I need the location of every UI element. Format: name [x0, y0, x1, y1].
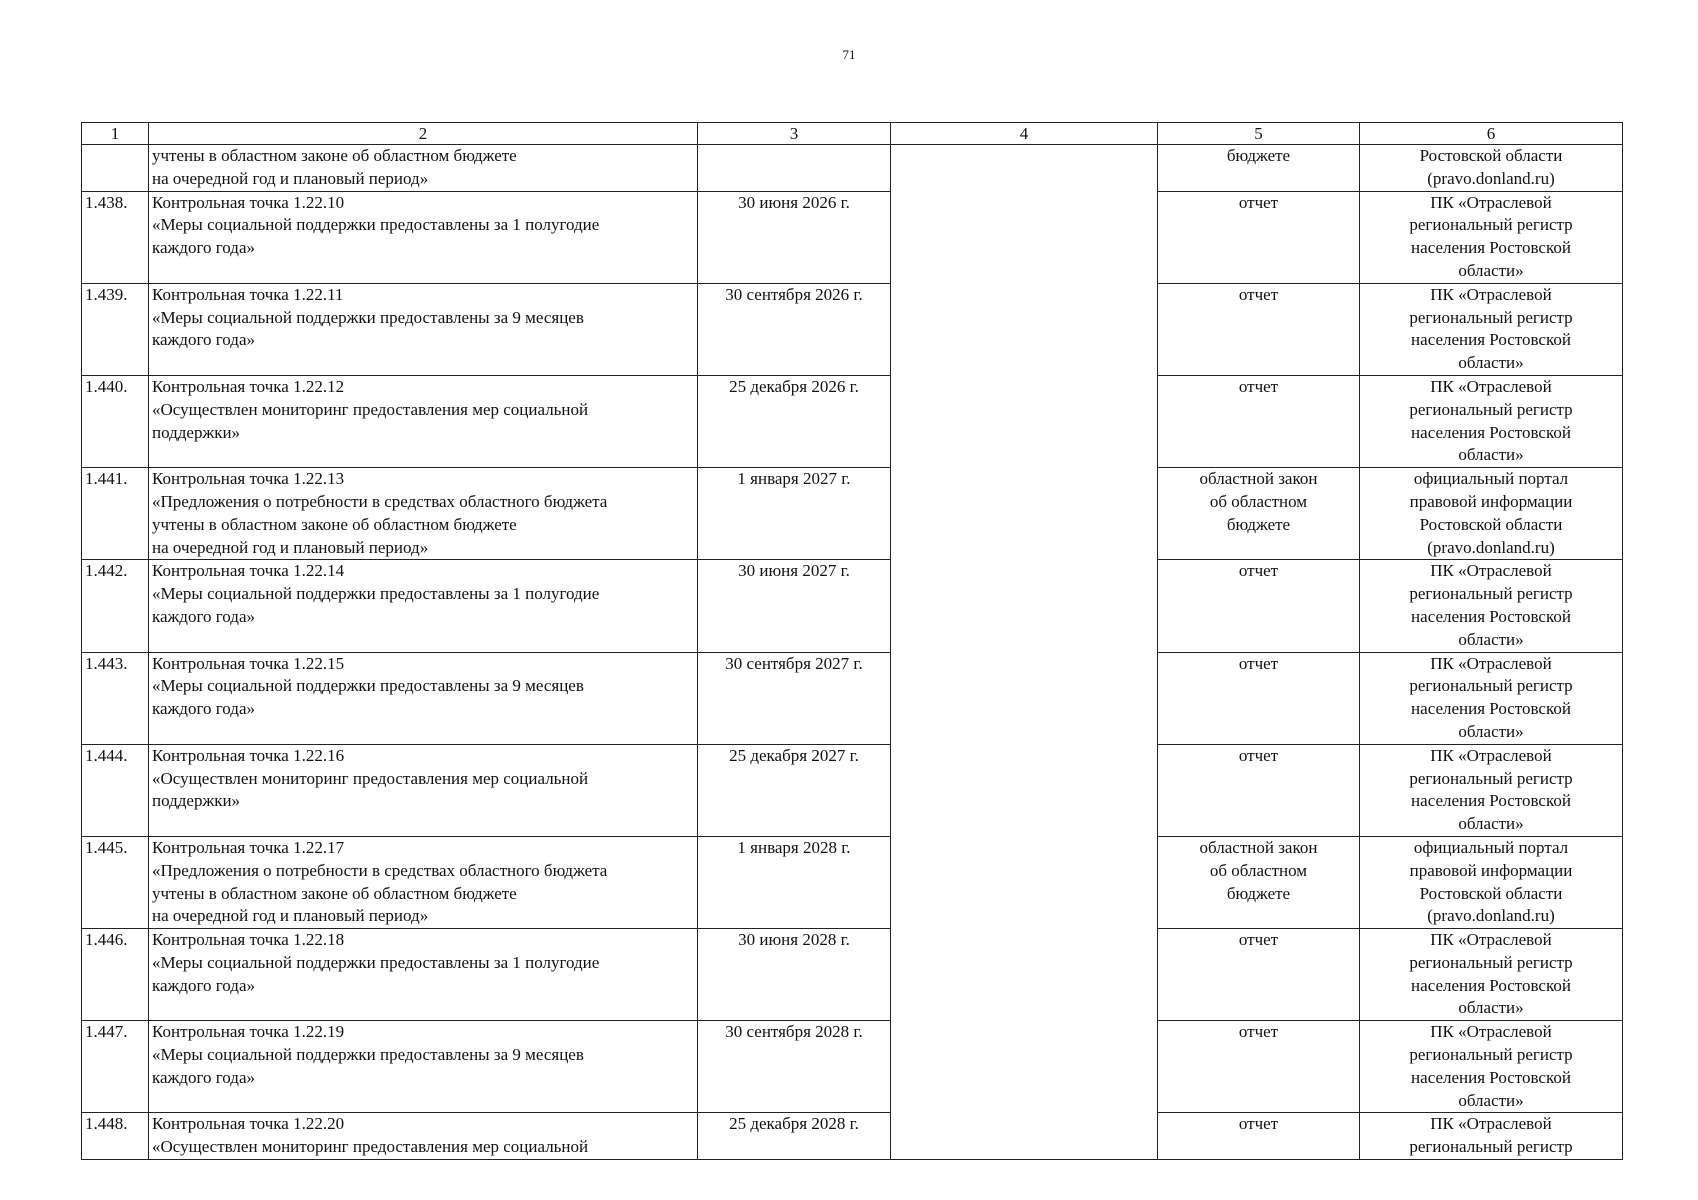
row-source-line: официальный портал — [1413, 469, 1569, 489]
row-description — [149, 560, 698, 652]
row-source-line: Ростовской области — [1419, 883, 1563, 903]
column-header-1: 1 — [82, 123, 149, 145]
row-source-line: населения Ростовской — [1411, 699, 1571, 719]
row-document-line: отчет — [1238, 745, 1279, 765]
row-date: 25 декабря 2027 г. — [698, 744, 891, 836]
row-description — [149, 283, 698, 375]
row-source-line: области» — [1458, 998, 1524, 1018]
row-document — [1158, 929, 1360, 1021]
row-source-line: региональный регистр — [1409, 399, 1573, 419]
row-source-line: области» — [1458, 260, 1524, 280]
row-description-line: «Меры социальной поддержки предоставлены за 9 месяцев — [152, 307, 584, 327]
column-header-2: 2 — [149, 123, 698, 145]
row-description-line: каждого года» — [152, 238, 255, 258]
row-document-line: отчет — [1238, 930, 1279, 950]
row-description-line: каждого года» — [152, 330, 255, 350]
row-description — [149, 1113, 698, 1160]
control-points-table — [81, 122, 1623, 1160]
row-description-line: Контрольная точка 1.22.13 — [152, 469, 345, 489]
row-date: 30 июня 2026 г. — [698, 191, 891, 283]
row-number: 1.443. — [82, 652, 149, 744]
column-header-4: 4 — [891, 123, 1158, 145]
row-description-line: каждого года» — [152, 975, 255, 995]
row-date: 30 сентября 2027 г. — [698, 652, 891, 744]
row-source — [1360, 468, 1623, 560]
row-source-line: ПК «Отраслевой — [1430, 376, 1552, 396]
table-row — [82, 652, 1623, 744]
row-source-line: ПК «Отраслевой — [1430, 192, 1552, 212]
row-document-line: отчет — [1238, 561, 1279, 581]
row-source-line: населения Ростовской — [1411, 330, 1571, 350]
row-description-line: каждого года» — [152, 699, 255, 719]
row-source — [1360, 652, 1623, 744]
row-date: 1 января 2027 г. — [698, 468, 891, 560]
row-source-line: официальный портал — [1413, 837, 1569, 857]
row-source-line: области» — [1458, 1090, 1524, 1110]
row-description-line: Контрольная точка 1.22.14 — [152, 561, 345, 581]
row-description-line: «Меры социальной поддержки предоставлены за 1 полугодие — [152, 215, 600, 235]
row-document — [1158, 836, 1360, 928]
row-source-line: области» — [1458, 721, 1524, 741]
row-document-line: об областном — [1209, 491, 1308, 511]
row-source — [1360, 744, 1623, 836]
row-description — [149, 375, 698, 467]
row-description — [149, 191, 698, 283]
row-source-line: региональный регистр — [1409, 768, 1573, 788]
row-document — [1158, 145, 1360, 192]
row-source — [1360, 283, 1623, 375]
row-number: 1.440. — [82, 375, 149, 467]
row-description-line: «Меры социальной поддержки предоставлены за 9 месяцев — [152, 676, 584, 696]
row-source-line: региональный регистр — [1409, 1045, 1573, 1065]
table-row — [82, 560, 1623, 652]
row-source-line: (pravo.donland.ru) — [1427, 168, 1555, 188]
row-document-line: бюджете — [1226, 883, 1291, 903]
row-description-line: «Меры социальной поддержки предоставлены за 9 месяцев — [152, 1045, 584, 1065]
responsible-column-merged — [891, 145, 1158, 1160]
row-document — [1158, 1021, 1360, 1113]
row-source-line: ПК «Отраслевой — [1430, 284, 1552, 304]
row-source-line: региональный регистр — [1409, 1137, 1573, 1157]
row-description-line: на очередной год и плановый период» — [152, 537, 429, 557]
row-description-line: Контрольная точка 1.22.19 — [152, 1022, 345, 1042]
row-source — [1360, 375, 1623, 467]
table-row — [82, 929, 1623, 1021]
row-description-line: «Меры социальной поддержки предоставлены за 1 полугодие — [152, 952, 600, 972]
row-document-line: бюджете — [1226, 514, 1291, 534]
row-description-line: Контрольная точка 1.22.20 — [152, 1114, 345, 1134]
page-number: 71 — [842, 47, 856, 62]
row-source — [1360, 1113, 1623, 1160]
row-source — [1360, 1021, 1623, 1113]
row-document-line: областной закон — [1199, 469, 1318, 489]
row-source-line: ПК «Отраслевой — [1430, 1114, 1552, 1134]
row-description — [149, 468, 698, 560]
row-source-line: области» — [1458, 629, 1524, 649]
row-source-line: населения Ростовской — [1411, 1067, 1571, 1087]
row-source-line: региональный регистр — [1409, 952, 1573, 972]
column-header-3: 3 — [698, 123, 891, 145]
row-description-line: поддержки» — [152, 791, 241, 811]
row-source-line: населения Ростовской — [1411, 238, 1571, 258]
row-source — [1360, 929, 1623, 1021]
row-document — [1158, 1113, 1360, 1160]
row-description-line: Контрольная точка 1.22.17 — [152, 837, 345, 857]
row-number: 1.442. — [82, 560, 149, 652]
row-description-line: Контрольная точка 1.22.11 — [152, 284, 344, 304]
row-number — [82, 145, 149, 192]
row-source-line: области» — [1458, 353, 1524, 373]
row-source-line: (pravo.donland.ru) — [1427, 537, 1555, 557]
row-description-line: поддержки» — [152, 422, 241, 442]
row-description-line: «Предложения о потребности в средствах областного бюджета — [152, 860, 608, 880]
row-date: 30 сентября 2026 г. — [698, 283, 891, 375]
row-number: 1.446. — [82, 929, 149, 1021]
column-number-row — [82, 123, 1623, 145]
row-description — [149, 929, 698, 1021]
row-description-line: «Осуществлен мониторинг предоставления мер социальной — [152, 399, 589, 419]
row-description-line: учтены в областном законе об областном бюджете — [152, 514, 517, 534]
row-source-line: населения Ростовской — [1411, 791, 1571, 811]
row-document-line: бюджете — [1226, 146, 1291, 165]
row-description-line: учтены в областном законе об областном бюджете — [152, 883, 517, 903]
table-row — [82, 191, 1623, 283]
row-source-line: населения Ростовской — [1411, 975, 1571, 995]
row-source-line: ПК «Отраслевой — [1430, 930, 1552, 950]
row-document — [1158, 744, 1360, 836]
row-document-line: отчет — [1238, 284, 1279, 304]
row-source-line: правовой информации — [1409, 860, 1573, 880]
table-row — [82, 468, 1623, 560]
row-source — [1360, 836, 1623, 928]
row-document — [1158, 375, 1360, 467]
row-number: 1.444. — [82, 744, 149, 836]
row-document-line: отчет — [1238, 653, 1279, 673]
row-description-line: учтены в областном законе об областном бюджете — [152, 146, 517, 165]
row-source-line: Ростовской области — [1419, 146, 1563, 165]
row-source-line: населения Ростовской — [1411, 422, 1571, 442]
table-row — [82, 744, 1623, 836]
row-date: 1 января 2028 г. — [698, 836, 891, 928]
table-row — [82, 1113, 1623, 1160]
row-description-line: каждого года» — [152, 1067, 255, 1087]
row-description — [149, 744, 698, 836]
row-document — [1158, 468, 1360, 560]
row-document-line: об областном — [1209, 860, 1308, 880]
row-document — [1158, 560, 1360, 652]
row-document-line: отчет — [1238, 192, 1279, 212]
row-source-line: правовой информации — [1409, 491, 1573, 511]
row-document — [1158, 652, 1360, 744]
table-row — [82, 836, 1623, 928]
row-description-line: на очередной год и плановый период» — [152, 906, 429, 926]
row-description-line: «Осуществлен мониторинг предоставления мер социальной — [152, 768, 589, 788]
row-date — [698, 145, 891, 192]
row-description-line: Контрольная точка 1.22.18 — [152, 930, 345, 950]
row-date: 30 июня 2028 г. — [698, 929, 891, 1021]
table-row-continuation — [82, 145, 1623, 192]
row-number: 1.438. — [82, 191, 149, 283]
row-source-line: (pravo.donland.ru) — [1427, 906, 1555, 926]
column-header-6: 6 — [1360, 123, 1623, 145]
row-number: 1.448. — [82, 1113, 149, 1160]
row-source-line: Ростовской области — [1419, 514, 1563, 534]
row-document-line: отчет — [1238, 1114, 1279, 1134]
row-description-line: Контрольная точка 1.22.10 — [152, 192, 345, 212]
row-number: 1.445. — [82, 836, 149, 928]
row-source — [1360, 145, 1623, 192]
row-source-line: ПК «Отраслевой — [1430, 561, 1552, 581]
table-row — [82, 1021, 1623, 1113]
table-row — [82, 283, 1623, 375]
row-source-line: населения Ростовской — [1411, 606, 1571, 626]
row-description-line: «Меры социальной поддержки предоставлены за 1 полугодие — [152, 584, 600, 604]
row-document-line: областной закон — [1199, 837, 1318, 857]
row-document-line: отчет — [1238, 1022, 1279, 1042]
row-source — [1360, 191, 1623, 283]
row-description-line: Контрольная точка 1.22.15 — [152, 653, 345, 673]
row-description — [149, 145, 698, 192]
row-document — [1158, 191, 1360, 283]
row-date: 25 декабря 2026 г. — [698, 375, 891, 467]
row-source-line: региональный регистр — [1409, 307, 1573, 327]
row-description-line: Контрольная точка 1.22.16 — [152, 745, 345, 765]
row-description-line: «Осуществлен мониторинг предоставления мер социальной — [152, 1137, 589, 1157]
row-source-line: ПК «Отраслевой — [1430, 1022, 1552, 1042]
row-number: 1.447. — [82, 1021, 149, 1113]
table-row — [82, 375, 1623, 467]
row-date: 25 декабря 2028 г. — [698, 1113, 891, 1160]
row-source-line: области» — [1458, 814, 1524, 834]
row-source-line: области» — [1458, 445, 1524, 465]
row-description-line: каждого года» — [152, 606, 255, 626]
row-source — [1360, 560, 1623, 652]
row-description-line: Контрольная точка 1.22.12 — [152, 376, 345, 396]
row-description-line: «Предложения о потребности в средствах областного бюджета — [152, 491, 608, 511]
row-source-line: региональный регистр — [1409, 215, 1573, 235]
row-date: 30 июня 2027 г. — [698, 560, 891, 652]
row-number: 1.441. — [82, 468, 149, 560]
row-source-line: региональный регистр — [1409, 584, 1573, 604]
row-source-line: ПК «Отраслевой — [1430, 653, 1552, 673]
row-description — [149, 836, 698, 928]
row-description — [149, 1021, 698, 1113]
row-date: 30 сентября 2028 г. — [698, 1021, 891, 1113]
row-source-line: региональный регистр — [1409, 676, 1573, 696]
row-document — [1158, 283, 1360, 375]
table-body — [82, 123, 1623, 1160]
row-description-line: на очередной год и плановый период» — [152, 168, 429, 188]
row-source-line: ПК «Отраслевой — [1430, 745, 1552, 765]
row-number: 1.439. — [82, 283, 149, 375]
column-header-5: 5 — [1158, 123, 1360, 145]
row-document-line: отчет — [1238, 376, 1279, 396]
row-description — [149, 652, 698, 744]
